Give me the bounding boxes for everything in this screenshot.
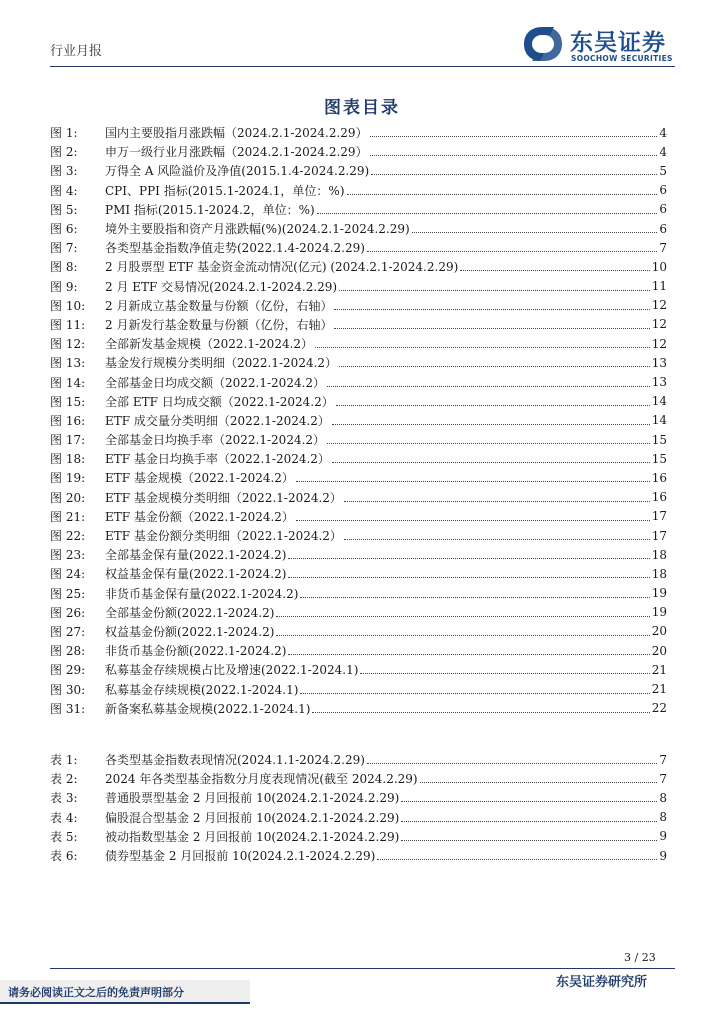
dot-leader (288, 577, 649, 578)
dot-leader (288, 558, 649, 559)
entry-page: 15 (651, 432, 667, 447)
figure-entry[interactable] (50, 353, 667, 372)
entry-number: 图 5: (50, 202, 78, 217)
entry-title: ETF 基金日均换手率（2022.1-2024.2） (105, 452, 330, 467)
entry-title: 私募基金存续规模占比及增速(2022.1-2024.1) (105, 663, 359, 678)
entry-page: 6 (659, 202, 667, 217)
dot-leader (327, 386, 650, 387)
entry-title: 全部基金保有量(2022.1-2024.2) (105, 548, 287, 563)
entry-page: 21 (651, 662, 667, 677)
entry-page: 6 (659, 221, 667, 236)
page-indicator: 3 / 23 (624, 951, 656, 964)
entry-number: 图 27: (50, 624, 86, 639)
entry-page: 15 (651, 451, 667, 466)
entry-page: 8 (659, 790, 667, 805)
dot-leader (339, 290, 650, 291)
dot-leader (401, 840, 657, 841)
dot-leader (327, 443, 650, 444)
figure-entry[interactable] (50, 488, 667, 507)
entry-number: 图 1: (50, 126, 78, 141)
entry-title: 普通股票型基金 2 月回报前 10(2024.2.1-2024.2.29) (105, 791, 400, 806)
entry-page: 5 (659, 163, 667, 178)
entry-number: 图 8: (50, 260, 78, 275)
dot-leader (371, 174, 657, 175)
figure-entry[interactable] (50, 449, 667, 468)
entry-number: 图 4: (50, 183, 78, 198)
entry-number: 图 3: (50, 164, 78, 179)
entry-page: 20 (651, 643, 667, 658)
figure-entry[interactable] (50, 161, 667, 180)
entry-number: 图 24: (50, 567, 86, 582)
entry-page: 12 (651, 317, 667, 332)
figure-entry[interactable] (50, 372, 667, 391)
report-type-label: 行业月报 (50, 44, 103, 59)
entry-title: 被动指数型基金 2 月回报前 10(2024.2.1-2024.2.29) (105, 829, 400, 844)
entry-title: 申万一级行业月涨跌幅（2024.2.1-2024.2.29） (105, 145, 368, 160)
figure-entry[interactable] (50, 238, 667, 257)
header-divider (50, 66, 675, 67)
dot-leader (412, 232, 657, 233)
dot-leader (460, 270, 649, 271)
entry-number: 图 16: (50, 413, 86, 428)
figure-entry[interactable] (50, 219, 667, 238)
entry-page: 12 (651, 298, 667, 313)
entry-page: 20 (651, 624, 667, 639)
entry-page: 9 (659, 829, 667, 844)
dot-leader (332, 462, 650, 463)
dot-leader (300, 597, 649, 598)
dot-leader (401, 801, 657, 802)
dot-leader (367, 763, 657, 764)
entry-number: 图 7: (50, 241, 78, 256)
entry-number: 图 12: (50, 337, 86, 352)
entry-number: 图 13: (50, 356, 86, 371)
soochow-logo-icon (520, 24, 566, 64)
footer-divider (50, 968, 675, 969)
figure-entry[interactable] (50, 507, 667, 526)
entry-number: 图 11: (50, 317, 86, 332)
entry-page: 17 (651, 528, 667, 543)
entry-number: 图 20: (50, 490, 86, 505)
entry-page: 13 (651, 375, 667, 390)
dot-leader (370, 136, 657, 137)
entry-number: 表 5: (50, 829, 78, 844)
entry-page: 7 (659, 752, 667, 767)
dot-leader (360, 673, 649, 674)
figure-entry[interactable] (50, 699, 667, 718)
entry-title: ETF 基金份额分类明细（2022.1-2024.2） (105, 529, 342, 544)
dot-leader (334, 328, 649, 329)
entry-page: 18 (651, 547, 667, 562)
dot-leader (288, 654, 649, 655)
dot-leader (347, 194, 658, 195)
entry-title: 权益基金保有量(2022.1-2024.2) (105, 567, 287, 582)
figure-entry[interactable] (50, 200, 667, 219)
entry-title: 非货币基金保有量(2022.1-2024.2) (105, 586, 299, 601)
entry-page: 7 (659, 771, 667, 786)
dot-leader (300, 693, 649, 694)
entry-title: 2024 年各类型基金指数分月度表现情况(截至 2024.2.29) (105, 772, 418, 787)
entry-page: 4 (659, 144, 667, 159)
figure-entry[interactable] (50, 468, 667, 487)
figure-entry[interactable] (50, 142, 667, 161)
entry-title: 全部 ETF 日均成交额（2022.1-2024.2） (105, 394, 334, 409)
entry-page: 4 (659, 125, 667, 140)
entry-page: 22 (651, 701, 667, 716)
entry-page: 12 (651, 336, 667, 351)
entry-page: 6 (659, 183, 667, 198)
toc-title: 图表目录 (324, 98, 400, 118)
figure-entry[interactable] (50, 603, 667, 622)
entry-number: 表 4: (50, 810, 78, 825)
brand-logo (520, 24, 680, 68)
entry-title: 各类型基金指数表现情况(2024.1.1-2024.2.29) (105, 753, 365, 768)
entry-title: 各类型基金指数净值走势(2022.1.4-2024.2.29) (105, 241, 365, 256)
entry-title: 国内主要股指月涨跌幅（2024.2.1-2024.2.29） (105, 126, 368, 141)
entry-title: 全部基金日均换手率（2022.1-2024.2） (105, 433, 326, 448)
dot-leader (339, 366, 650, 367)
entry-number: 图 28: (50, 644, 86, 659)
entry-number: 表 2: (50, 772, 78, 787)
figure-entry[interactable] (50, 660, 667, 679)
figure-entry[interactable] (50, 334, 667, 353)
dot-leader (296, 520, 650, 521)
entry-title: 全部基金日均成交额（2022.1-2024.2） (105, 375, 326, 390)
entry-page: 10 (651, 259, 667, 274)
entry-number: 图 29: (50, 663, 86, 678)
dot-leader (344, 539, 650, 540)
entry-page: 9 (659, 848, 667, 863)
entry-number: 表 6: (50, 849, 78, 864)
entry-title: 境外主要股指和资产月涨跌幅(%)(2024.2.1-2024.2.29) (105, 222, 410, 237)
table-entry[interactable] (50, 788, 667, 807)
entry-page: 16 (651, 490, 667, 505)
entry-page: 13 (651, 355, 667, 370)
figure-entry[interactable] (50, 411, 667, 430)
entry-title: ETF 基金份额（2022.1-2024.2） (105, 509, 294, 524)
entry-number: 图 19: (50, 471, 86, 486)
figure-entry[interactable] (50, 123, 667, 142)
dot-leader (336, 405, 650, 406)
entry-page: 16 (651, 470, 667, 485)
entry-number: 图 6: (50, 222, 78, 237)
entry-number: 图 25: (50, 586, 86, 601)
table-list (50, 750, 667, 865)
dot-leader (370, 155, 657, 156)
logo-name-en: SOOCHOW SECURITIES (571, 54, 673, 63)
entry-number: 图 26: (50, 605, 86, 620)
entry-page: 19 (651, 605, 667, 620)
entry-number: 表 1: (50, 753, 78, 768)
figure-entry[interactable] (50, 257, 667, 276)
entry-title: 新备案私募基金规模(2022.1-2024.1) (105, 701, 311, 716)
figure-entry[interactable] (50, 622, 667, 641)
entry-title: ETF 基金规模分类明细（2022.1-2024.2） (105, 490, 342, 505)
table-entry[interactable] (50, 808, 667, 827)
entry-number: 图 15: (50, 394, 86, 409)
dot-leader (315, 347, 650, 348)
entry-title: PMI 指标(2015.1-2024.2，单位：%) (105, 202, 315, 217)
dot-leader (367, 251, 657, 252)
entry-number: 图 17: (50, 433, 86, 448)
entry-title: 2 月 ETF 交易情况(2024.2.1-2024.2.29) (105, 279, 338, 294)
entry-title: ETF 基金规模（2022.1-2024.2） (105, 471, 294, 486)
entry-title: 2 月股票型 ETF 基金资金流动情况(亿元) (2024.2.1-2024.2.29) (105, 260, 459, 275)
entry-title: 全部新发基金规模（2022.1-2024.2） (105, 337, 314, 352)
dot-leader (276, 635, 649, 636)
entry-number: 图 9: (50, 279, 78, 294)
dot-leader (332, 424, 650, 425)
entry-title: 2 月新成立基金数量与份额（亿份，右轴） (105, 298, 333, 313)
entry-title: ETF 成交量分类明细（2022.1-2024.2） (105, 413, 330, 428)
figure-entry[interactable] (50, 296, 667, 315)
figure-entry[interactable] (50, 392, 667, 411)
figure-entry[interactable] (50, 181, 667, 200)
figure-entry[interactable] (50, 679, 667, 698)
entry-number: 图 21: (50, 509, 86, 524)
entry-title: 非货币基金份额(2022.1-2024.2) (105, 644, 287, 659)
entry-title: CPI、PPI 指标(2015.1-2024.1，单位：%) (105, 183, 345, 198)
entry-number: 图 18: (50, 452, 86, 467)
entry-number: 图 31: (50, 701, 86, 716)
dot-leader (296, 481, 650, 482)
dot-leader (344, 501, 650, 502)
entry-number: 表 3: (50, 791, 78, 806)
table-entry[interactable] (50, 846, 667, 865)
figure-entry[interactable] (50, 526, 667, 545)
figure-entry[interactable] (50, 315, 667, 334)
entry-title: 权益基金份额(2022.1-2024.2) (105, 624, 275, 639)
entry-number: 图 14: (50, 375, 86, 390)
dot-leader (317, 213, 657, 214)
entry-page: 19 (651, 586, 667, 601)
entry-title: 2 月新发行基金数量与份额（亿份，右轴） (105, 317, 333, 332)
entry-title: 偏股混合型基金 2 月回报前 10(2024.2.1-2024.2.29) (105, 810, 400, 825)
entry-page: 11 (651, 279, 667, 294)
entry-number: 图 30: (50, 682, 86, 697)
dot-leader (334, 309, 649, 310)
figure-entry[interactable] (50, 545, 667, 564)
table-entry[interactable] (50, 750, 667, 769)
entry-title: 基金发行规模分类明细（2022.1-2024.2） (105, 356, 338, 371)
entry-page: 7 (659, 240, 667, 255)
table-entry[interactable] (50, 827, 667, 846)
table-entry[interactable] (50, 769, 667, 788)
logo-name-cn: 东吴证券 (570, 30, 666, 56)
entry-number: 图 10: (50, 298, 86, 313)
figure-entry[interactable] (50, 641, 667, 660)
entry-page: 14 (651, 394, 667, 409)
entry-page: 17 (651, 509, 667, 524)
entry-page: 21 (651, 682, 667, 697)
dot-leader (377, 859, 657, 860)
entry-page: 18 (651, 566, 667, 581)
entry-title: 债券型基金 2 月回报前 10(2024.2.1-2024.2.29) (105, 849, 376, 864)
figure-entry[interactable] (50, 277, 667, 296)
entry-title: 全部基金份额(2022.1-2024.2) (105, 605, 275, 620)
disclaimer-text: 请务必阅读正文之后的免责声明部分 (8, 986, 184, 999)
entry-number: 图 22: (50, 529, 86, 544)
figure-entry[interactable] (50, 430, 667, 449)
figure-list (50, 123, 667, 718)
entry-number: 图 23: (50, 548, 86, 563)
dot-leader (401, 821, 657, 822)
footer-organization: 东吴证券研究所 (556, 975, 648, 990)
dot-leader (312, 712, 649, 713)
entry-title: 万得全 A 风险溢价及净值(2015.1.4-2024.2.29) (105, 164, 370, 179)
entry-number: 图 2: (50, 145, 78, 160)
dot-leader (420, 782, 657, 783)
entry-page: 14 (651, 413, 667, 428)
figure-entry[interactable] (50, 564, 667, 583)
entry-title: 私募基金存续规模(2022.1-2024.1) (105, 682, 299, 697)
figure-entry[interactable] (50, 584, 667, 603)
dot-leader (276, 616, 649, 617)
entry-page: 8 (659, 810, 667, 825)
